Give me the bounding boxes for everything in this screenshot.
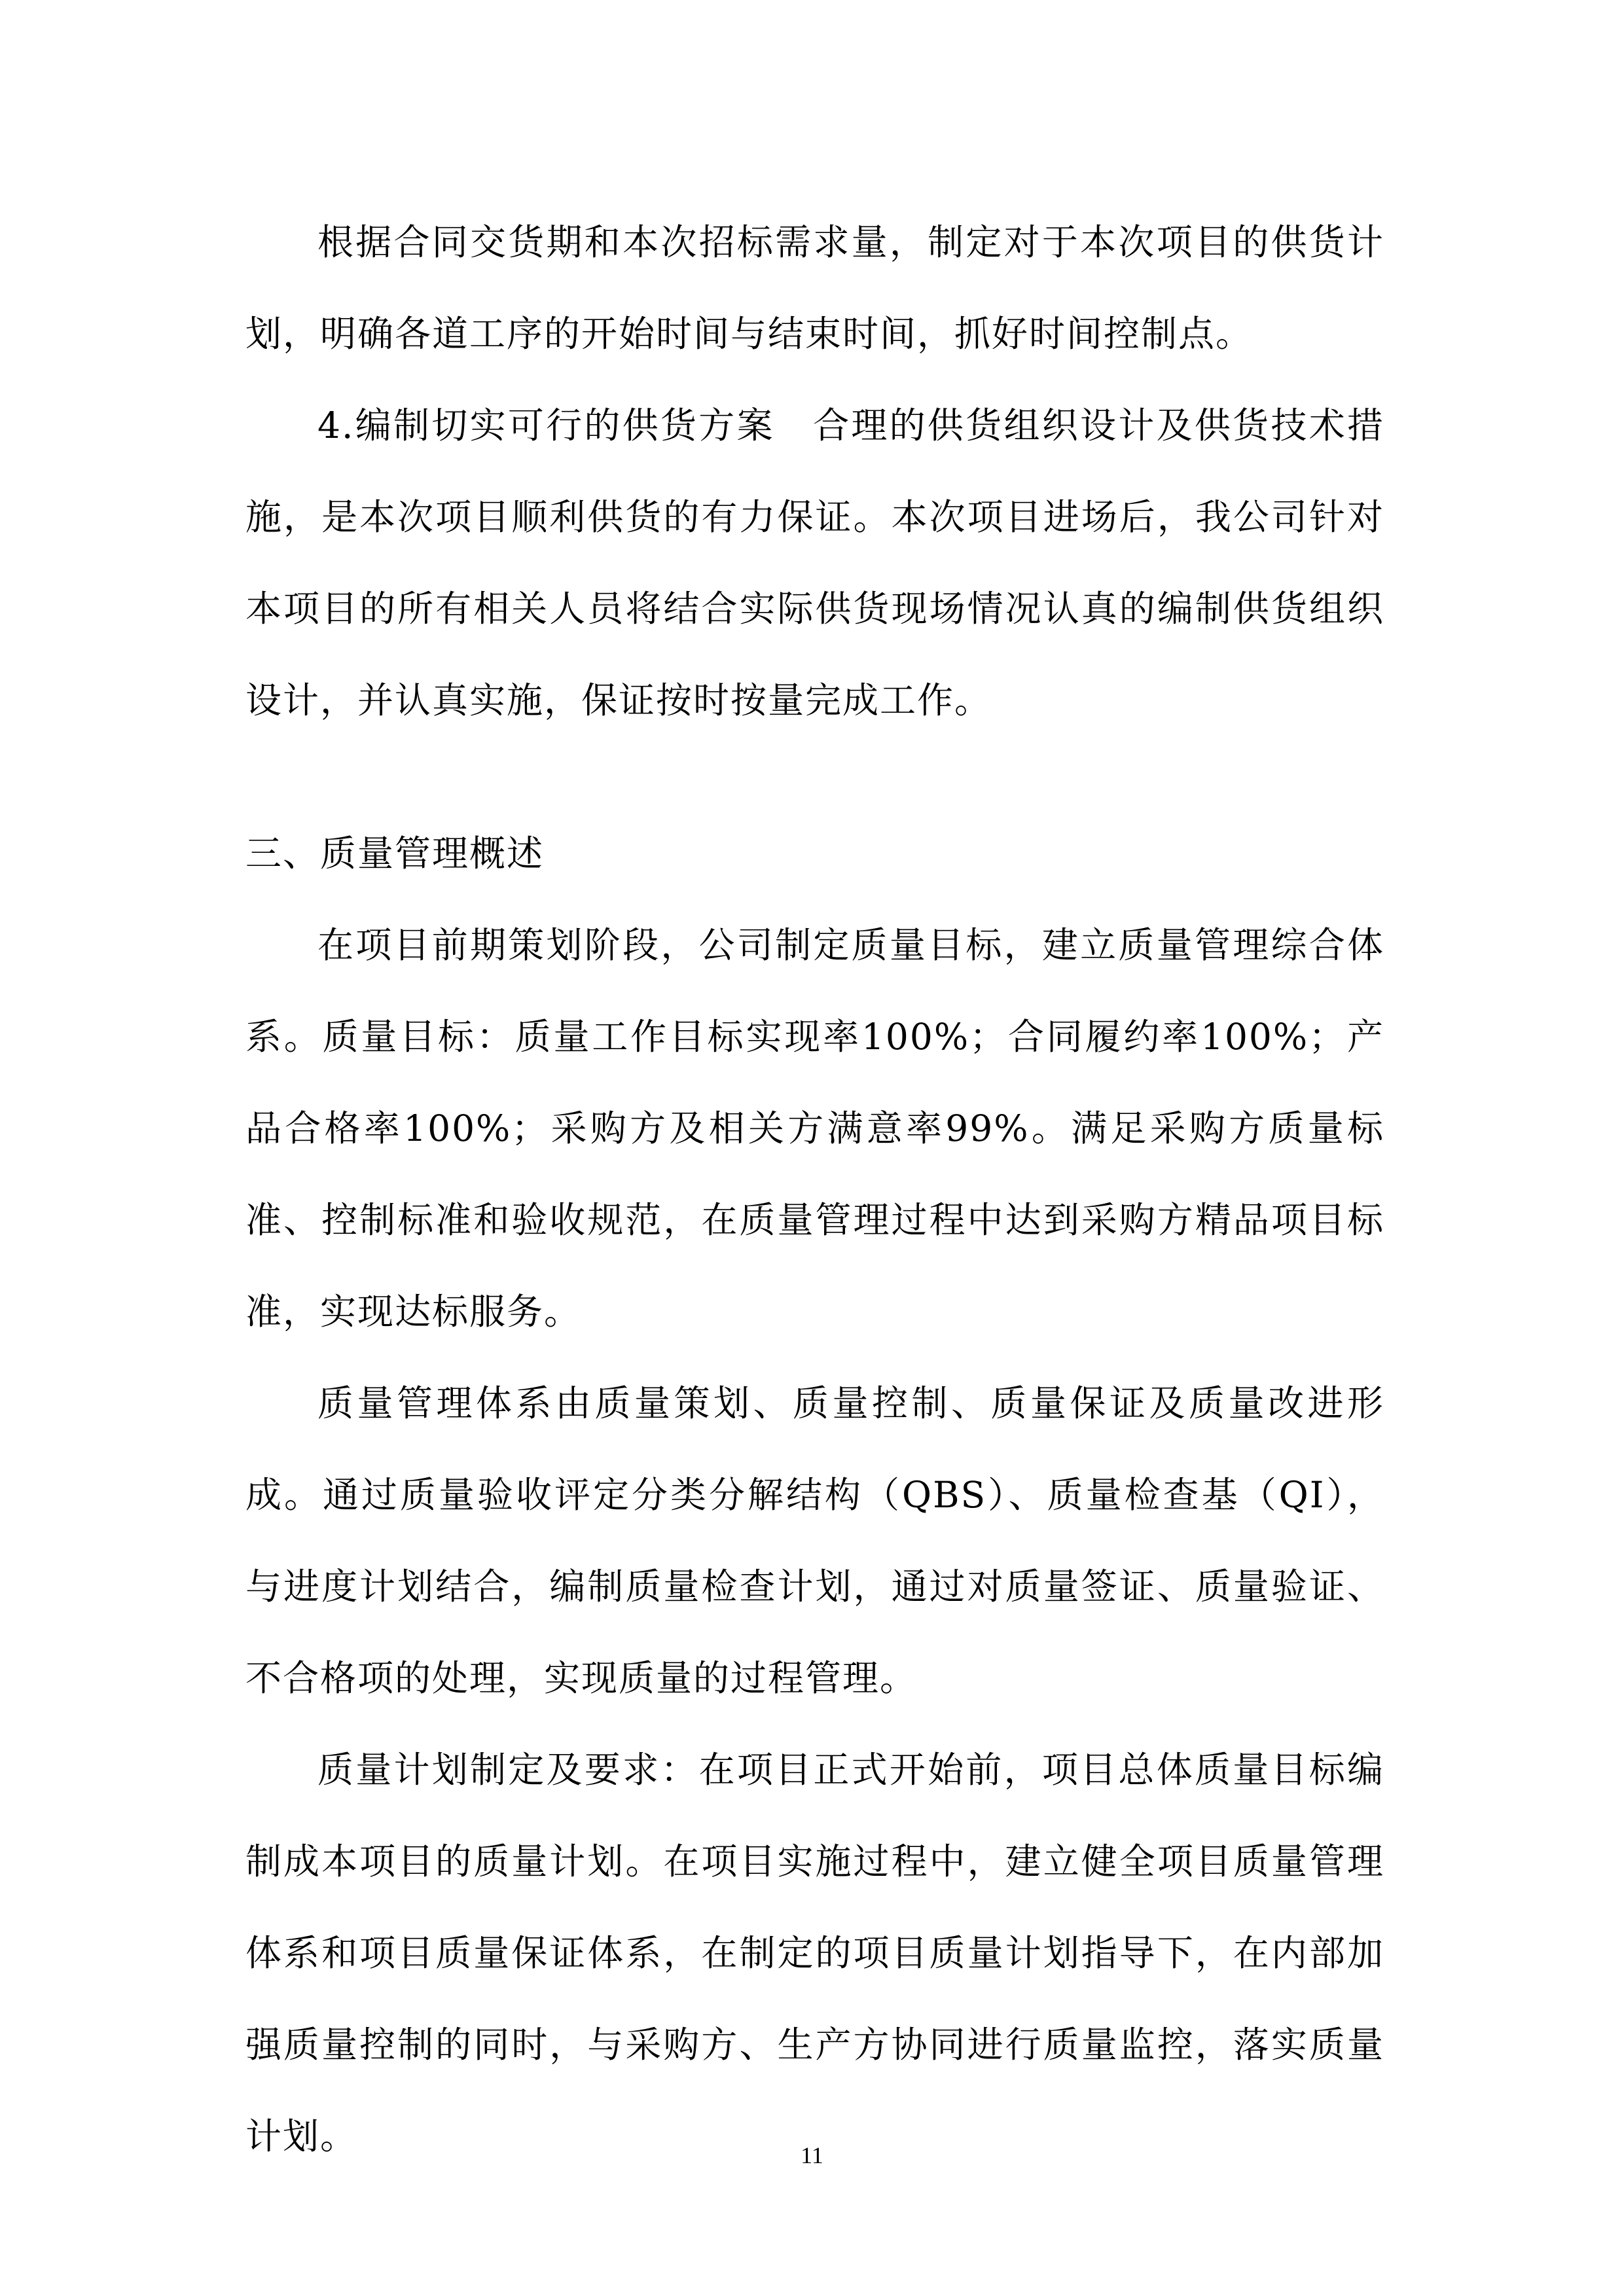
paragraph: 质量计划制定及要求：在项目正式开始前，项目总体质量目标编制成本项目的质量计划。在项目实施过程中，建立健全项目质量管理体系和项目质量保证体系，在制定的项目质量计划指导下，在内部加强质量控制的同时，与采购方、生产方协同进行质量监控，落实质量计划。 — [245, 1749, 1384, 2157]
body-text — [245, 196, 1384, 2182]
section-heading: 三、质量管理概述 — [245, 833, 545, 874]
paragraph: 4.编制切实可行的供货方案 合理的供货组织设计及供货技术措施，是本次项目顺利供货的有力保证。本次项目进场后，我公司针对本项目的所有相关人员将结合实际供货现场情况认真的编制供货组织设计，并认真实施，保证按时按量完成工作。 — [245, 404, 1384, 721]
paragraph: 质量管理体系由质量策划、质量控制、质量保证及质量改进形成。通过质量验收评定分类分解结构（QBS）、质量检查基（QI），与进度计划结合，编制质量检查计划，通过对质量签证、质量验证、不合格项的处理，实现质量的过程管理。 — [245, 1382, 1384, 1699]
paragraph: 在项目前期策划阶段，公司制定质量目标，建立质量管理综合体系。质量目标：质量工作目标实现率100%；合同履约率100%；产品合格率100%；采购方及相关方满意率99%。满足采购方质量标准、控制标准和验收规范，在质量管理过程中达到采购方精品项目标准，实现达标服务。 — [245, 924, 1384, 1333]
page-number: 11 — [801, 2142, 823, 2168]
paragraph: 根据合同交货期和本次招标需求量，制定对于本次项目的供货计划，明确各道工序的开始时间与结束时间，抓好时间控制点。 — [245, 221, 1384, 355]
